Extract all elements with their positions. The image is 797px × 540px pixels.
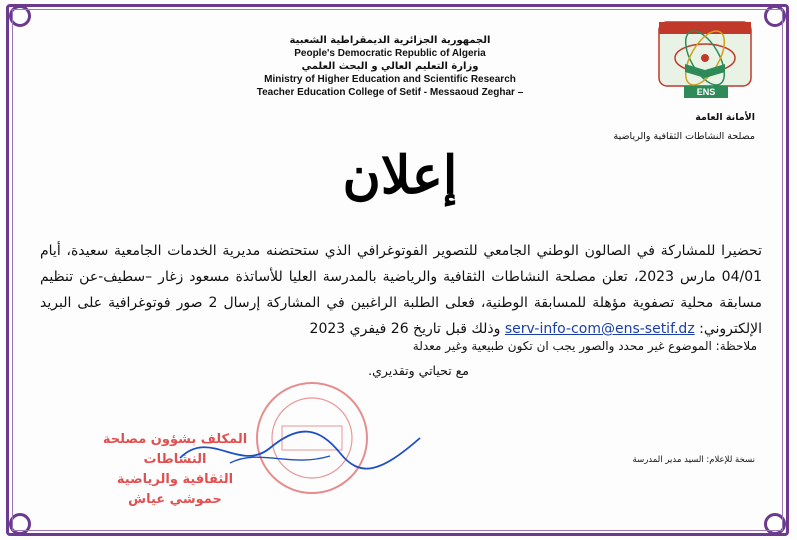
signatory-name: حموشي عياش (128, 492, 222, 507)
ens-college-logo-icon (655, 14, 755, 96)
header-ministry-en: Ministry of Higher Education and Scientific Research (264, 74, 516, 85)
announcement-title: إعلان (342, 145, 458, 206)
header-republic-ar: الجمهورية الجزائرية الديمقراطية الشعبية (289, 35, 491, 46)
logo-label: ENS (684, 86, 728, 98)
signatory-line1: المكلف بشؤون مصلحة النشاطات (102, 432, 248, 467)
announcement-body (40, 238, 762, 342)
copy-note: نسخة للإعلام: السيد مدير المدرسة (632, 455, 755, 465)
handwritten-signature-icon (170, 418, 430, 478)
header-republic-en: People's Democratic Republic of Algeria (294, 48, 486, 59)
body-paragraph: تحضيرا للمشاركة في الصالون الوطني الجامعي للتصوير الفوتوغرافي الذي ستحتضنه مديرية الخدمات الجامعية سعيدة، أيام 04/01 مارس 2023، تعلن مصلحة النشاطات الثقافية والرياضية بالمدرسة العليا للأساتذة مسعود زغار –سطيف-عن تنظيم مسابقة محلية تصفوية مؤهلة للمسابقة الوطنية، فعلى الطلبة الراغبين في المشاركة إرسال 2 صور فوتوغرافية على البريد الإلكتروني: (40, 243, 763, 337)
dept-general: الأمانة العامة (695, 112, 755, 123)
email-link[interactable]: serv-info-com@ens-setif.dz (504, 321, 695, 337)
signatory-line2: الثقافية والرياضية (116, 472, 234, 487)
header-ministry-ar: وزارة التعليم العالي و البحث العلمي (301, 61, 479, 72)
header-college-en: Teacher Education College of Setif - Messaoud Zeghar – (256, 87, 524, 98)
note-text: ملاحظة: الموضوع غير محدد والصور يجب ان تكون طبيعية وغير معدلة (412, 339, 757, 353)
dept-service: مصلحة النشاطات الثقافية والرياضية (613, 131, 755, 142)
closing-text: مع تحياتي وتقديري. (368, 363, 469, 378)
body-deadline: وذلك قبل تاريخ 26 فيفري 2023 (309, 321, 501, 337)
letterhead (230, 34, 550, 99)
